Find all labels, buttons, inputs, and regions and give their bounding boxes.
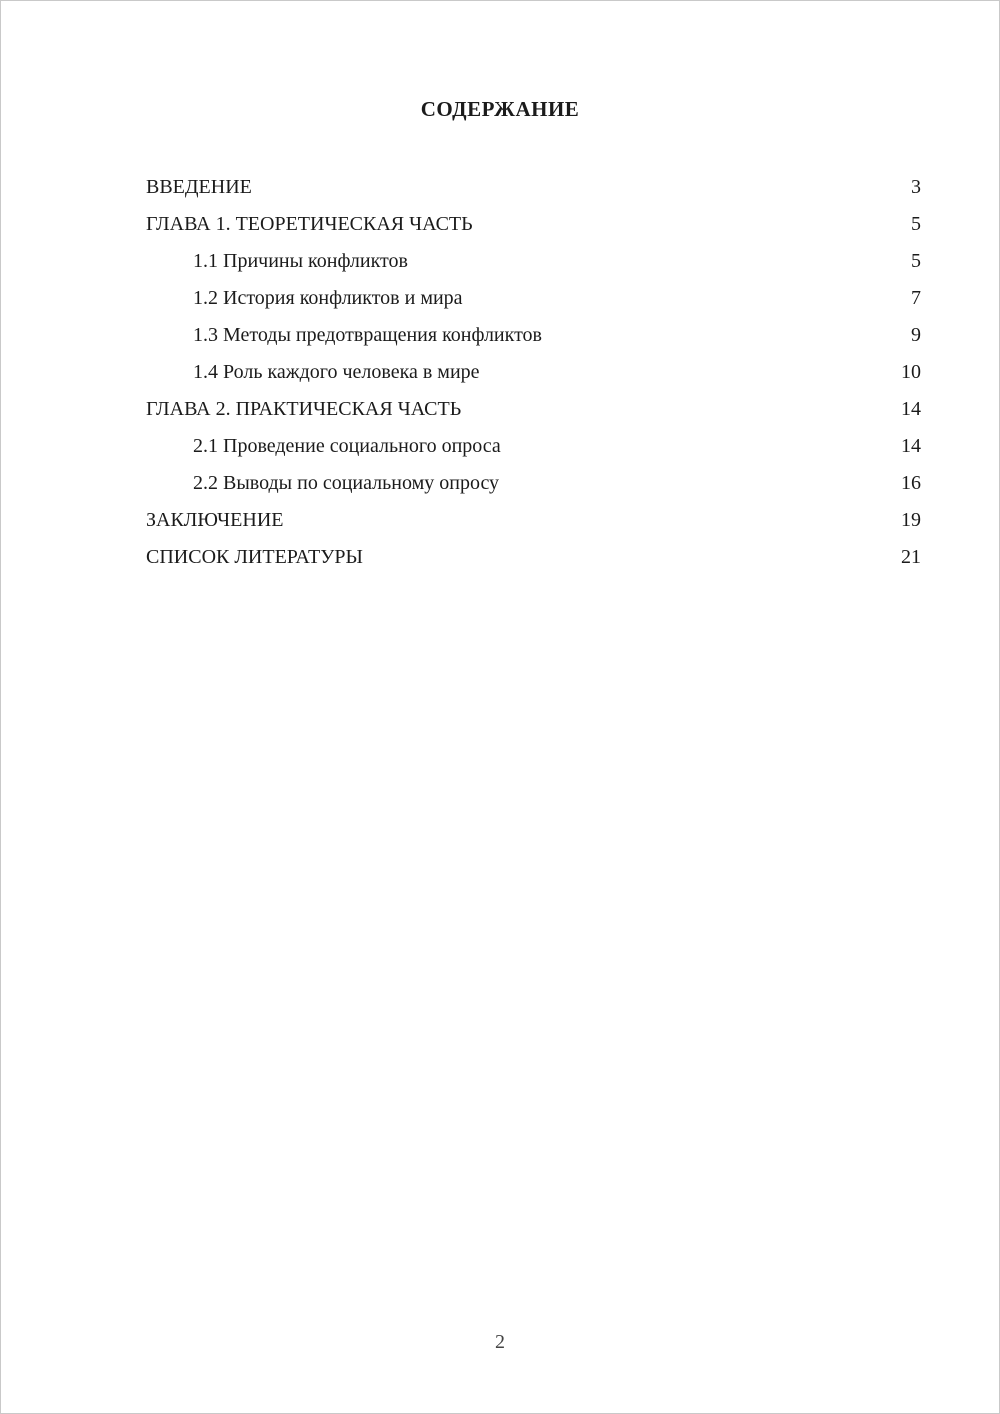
toc-entry-page-number: 10: [901, 361, 921, 383]
toc-entry: [146, 243, 921, 280]
toc-entry: [146, 317, 921, 354]
toc-entry-page-number: 14: [901, 398, 921, 420]
toc-entry-page-number: 21: [901, 546, 921, 568]
toc-entry-page-number: 9: [911, 324, 921, 346]
toc-entry: [146, 354, 921, 391]
toc-entry-page-number: 7: [911, 287, 921, 309]
toc-entry-label: ВВЕДЕНИЕ: [146, 176, 252, 198]
toc-entry-label: 1.4 Роль каждого человека в мире: [193, 361, 480, 383]
toc-entry: [146, 428, 921, 465]
toc-entry: [146, 502, 921, 539]
toc-entry-label: ЗАКЛЮЧЕНИЕ: [146, 509, 284, 531]
toc-entry-page-number: 19: [901, 509, 921, 531]
footer-page-number: 2: [495, 1331, 505, 1353]
toc-entry-label: ГЛАВА 2. ПРАКТИЧЕСКАЯ ЧАСТЬ: [146, 398, 462, 420]
table-of-contents: [146, 169, 921, 576]
toc-entry-label: СПИСОК ЛИТЕРАТУРЫ: [146, 546, 363, 568]
toc-entry-label: 1.2 История конфликтов и мира: [193, 287, 463, 309]
toc-entry: [146, 539, 921, 576]
toc-entry-label: 2.1 Проведение социального опроса: [193, 435, 501, 457]
toc-entry: [146, 206, 921, 243]
toc-entry-page-number: 5: [911, 250, 921, 272]
toc-entry: [146, 465, 921, 502]
toc-entry-label: 2.2 Выводы по социальному опросу: [193, 472, 500, 494]
toc-entry-page-number: 3: [911, 176, 921, 198]
toc-entry-label: 1.1 Причины конфликтов: [193, 250, 408, 272]
toc-entry-page-number: 16: [901, 472, 921, 494]
toc-entry: [146, 391, 921, 428]
toc-entry: [146, 169, 921, 206]
toc-entry: [146, 280, 921, 317]
toc-entry-page-number: 14: [901, 435, 921, 457]
page-title: СОДЕРЖАНИЕ: [420, 97, 580, 121]
toc-entry-label: 1.3 Методы предотвращения конфликтов: [193, 324, 543, 346]
toc-entry-label: ГЛАВА 1. ТЕОРЕТИЧЕСКАЯ ЧАСТЬ: [146, 213, 473, 235]
toc-entry-page-number: 5: [911, 213, 921, 235]
